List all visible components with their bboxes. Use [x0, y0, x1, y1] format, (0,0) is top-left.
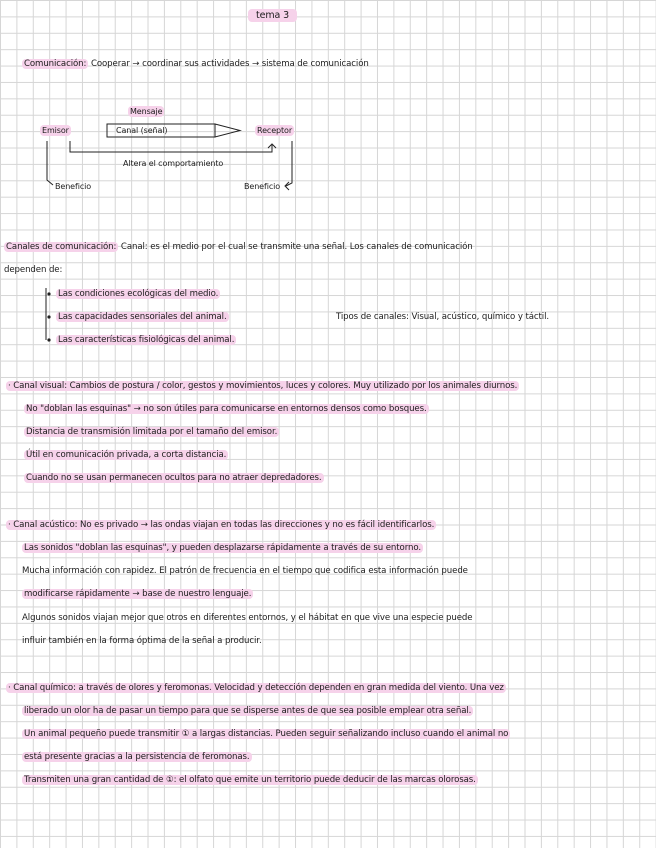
visual-line-2: No "doblan las esquinas" → no son útiles para comunicarse en entornos densos como bosques.: [26, 404, 427, 414]
acustico-line-5: Algunos sonidos viajan mejor que otros en diferentes entornos, y el hábitat en que vive una especie puede: [22, 613, 473, 623]
canales-label: Canales de comunicación:: [6, 242, 117, 252]
acustico-line-2: Las sonidos "doblan las esquinas", y pueden desplazarse rápidamente a través de su entorno.: [24, 543, 421, 553]
page-title: tema 3: [248, 9, 297, 22]
canales-bullet-1: Las condiciones ecológicas del medio.: [58, 289, 219, 299]
comunicacion-text: Cooperar → coordinar sus actividades → sistema de comunicación: [90, 59, 369, 69]
canales-bullet-2: Las capacidades sensoriales del animal.: [58, 312, 227, 322]
emisor-label: Emisor: [42, 126, 69, 135]
tipos-canales: Tipos de canales: Visual, acústico, químico y táctil.: [336, 312, 550, 322]
receptor-label: Receptor: [257, 126, 293, 135]
canal-label: Canal (señal): [116, 126, 168, 135]
quimico-line-1: · Canal químico: a través de olores y feromonas. Velocidad y detección dependen en gran medida del viento. Una vez: [8, 683, 504, 693]
acustico-line-6: influir también en la forma óptima de la señal a producir.: [22, 636, 262, 646]
quimico-line-4: está presente gracias a la persistencia de feromonas.: [24, 752, 250, 762]
acustico-line-3: Mucha información con rapidez. El patrón de frecuencia en el tiempo que codifica esta información puede: [22, 566, 468, 576]
beneficio-left-label: Beneficio: [55, 182, 92, 191]
canales-definition: Canal: es el medio por el cual se transmite una señal. Los canales de comunicación: [120, 242, 473, 252]
visual-line-5: Cuando no se usan permanecen ocultos para no atraer depredadores.: [26, 473, 322, 483]
mensaje-label: Mensaje: [130, 107, 163, 116]
visual-line-1: · Canal visual: Cambios de postura / color, gestos y movimientos, luces y colores. Muy utilizado por los animales diurnos.: [8, 381, 518, 391]
comunicacion-label: Comunicación:: [24, 59, 87, 69]
visual-line-4: Útil en comunicación privada, a corta distancia.: [26, 450, 227, 460]
canales-line-2: dependen de:: [4, 265, 63, 275]
canales-bullet-3: Las características fisiológicas del animal.: [58, 335, 235, 345]
visual-line-3: Distancia de transmisión limitada por el tamaño del emisor.: [26, 427, 278, 437]
quimico-line-3: Un animal pequeño puede transmitir ① a largas distancias. Pueden seguir señalizando incluso cuando el animal no: [24, 729, 509, 739]
altera-label: Altera el comportamiento: [123, 159, 224, 168]
quimico-line-2: liberado un olor ha de pasar un tiempo para que se disperse antes de que sea posible emplear otra señal.: [24, 706, 472, 716]
beneficio-right-label: Beneficio: [244, 182, 281, 191]
acustico-line-4: modificarse rápidamente → base de nuestro lenguaje.: [24, 589, 252, 599]
quimico-line-5: Transmiten una gran cantidad de ①: el olfato que emite un territorio puede deducir de las marcas olorosas.: [24, 775, 476, 785]
acustico-line-1: · Canal acústico: No es privado → las ondas viajan en todas las direcciones y no es fácil identificarlos.: [8, 520, 435, 530]
